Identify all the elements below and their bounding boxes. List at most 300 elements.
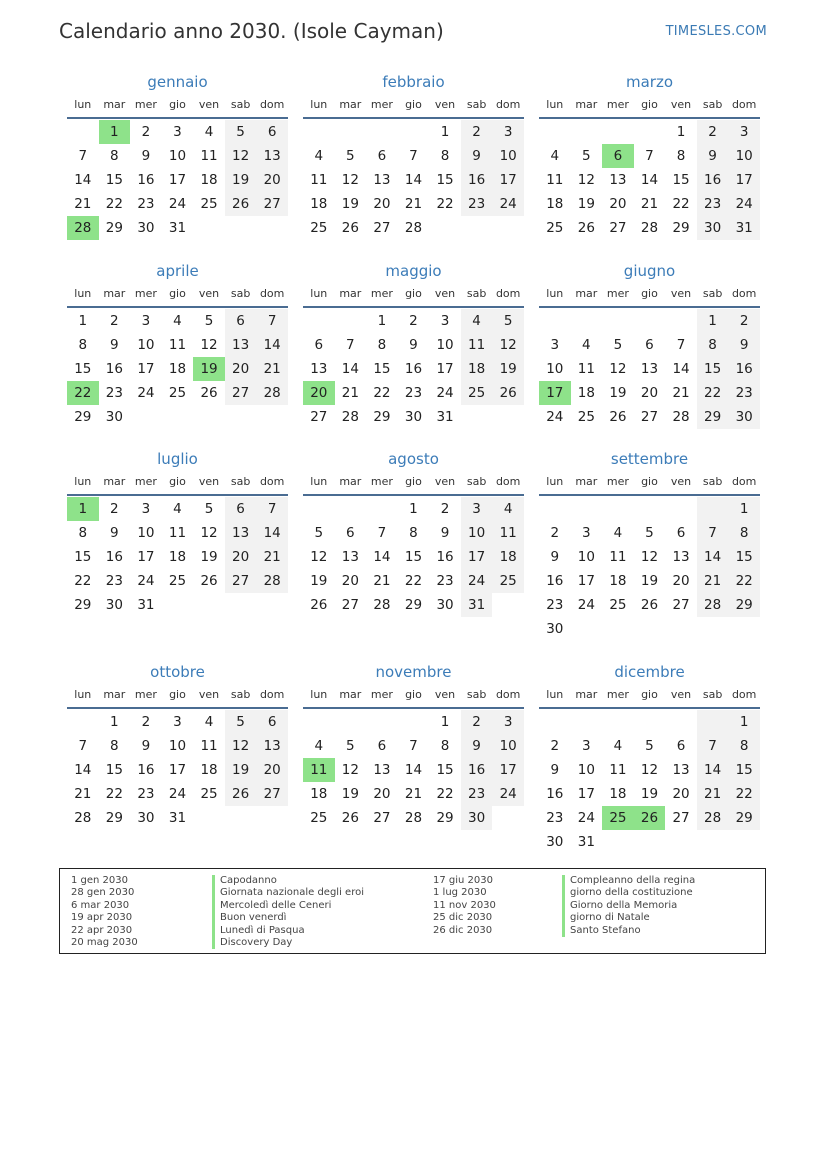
day-grid — [67, 309, 288, 429]
empty-cell — [571, 120, 603, 144]
weekday-label: gio — [641, 688, 658, 701]
weekday-label: ven — [434, 287, 456, 300]
day-cell: 21 — [256, 357, 288, 381]
day-cell: 9 — [550, 762, 560, 778]
day-cell: 26 — [341, 810, 359, 826]
month-name: giugno — [623, 262, 676, 280]
day-cell: 11 — [577, 361, 595, 377]
weekday-label: lun — [310, 287, 328, 300]
day-cell: 11 — [609, 762, 627, 778]
weekday-label: lun — [546, 475, 564, 488]
day-cell: 5 — [613, 337, 623, 353]
brand-link[interactable]: TIMESLES.COM — [665, 24, 767, 39]
weekday-label: lun — [546, 688, 564, 701]
day-cell: 21 — [404, 786, 423, 802]
day-cell: 10 — [137, 525, 155, 541]
weekday-label: sab — [230, 475, 251, 488]
day-cell: 26 — [609, 409, 627, 425]
day-grid — [67, 120, 288, 240]
day-cell: 28 — [404, 810, 423, 826]
weekday-label: mar — [339, 688, 362, 701]
weekday-label: mar — [339, 98, 362, 111]
day-cell: 22 — [105, 196, 123, 212]
day-cell: 20 — [341, 573, 359, 589]
day-cell: 28 — [697, 593, 729, 617]
weekday-header — [67, 284, 288, 308]
weekday-label: ven — [198, 475, 220, 488]
day-cell: 23 — [137, 786, 155, 802]
day-cell: 7 — [697, 734, 729, 758]
day-cell: 15 — [672, 172, 690, 188]
day-cell: 17 — [577, 786, 595, 802]
month-name: novembre — [375, 663, 452, 681]
day-cell: 21 — [256, 545, 288, 569]
day-cell: 29 — [728, 593, 760, 617]
day-cell: 9 — [461, 734, 493, 758]
day-cell: 27 — [225, 381, 257, 405]
day-cell: 23 — [728, 381, 760, 405]
weekday-label: mer — [606, 475, 629, 488]
day-cell: 17 — [461, 545, 493, 569]
day-cell: 14 — [74, 762, 92, 778]
legend-date: 11 nov 2030 — [433, 899, 496, 911]
day-cell: 19 — [341, 196, 359, 212]
day-cell: 14 — [74, 172, 92, 188]
day-cell: 7 — [676, 337, 686, 353]
month-dicembre — [539, 663, 760, 854]
weekday-label: gio — [405, 287, 422, 300]
day-cell: 13 — [373, 762, 391, 778]
day-cell: 12 — [609, 361, 627, 377]
day-cell: 20 — [256, 168, 288, 192]
day-cell: 29 — [74, 409, 92, 425]
empty-cell — [602, 710, 634, 734]
day-cell: 5 — [204, 501, 214, 517]
day-cell: 16 — [137, 762, 155, 778]
empty-cell — [461, 216, 493, 240]
day-cell: 4 — [173, 501, 182, 517]
weekday-label: sab — [230, 98, 251, 111]
day-cell: 16 — [728, 357, 760, 381]
day-cell: 17 — [168, 762, 187, 778]
day-cell: 9 — [141, 148, 151, 164]
month-name: settembre — [610, 450, 689, 468]
day-cell: 3 — [173, 124, 182, 140]
empty-cell — [256, 593, 288, 617]
day-cell: 31 — [436, 409, 454, 425]
empty-cell — [256, 806, 288, 830]
weekday-label: mer — [370, 688, 393, 701]
day-cell: 30 — [546, 621, 564, 637]
day-cell: 14 — [373, 549, 391, 565]
day-cell: 7 — [78, 148, 88, 164]
day-cell: 15 — [74, 361, 92, 377]
day-cell: 13 — [672, 549, 690, 565]
day-cell: 25 — [168, 385, 187, 401]
day-cell: 6 — [256, 120, 288, 144]
day-cell: 13 — [373, 172, 391, 188]
day-cell: 9 — [141, 738, 151, 754]
weekday-label: lun — [74, 475, 92, 488]
weekday-label: sab — [702, 475, 723, 488]
empty-cell — [492, 593, 524, 617]
day-cell: 3 — [492, 120, 524, 144]
empty-cell — [366, 497, 398, 521]
day-cell: 14 — [256, 333, 288, 357]
weekday-label: mar — [339, 475, 362, 488]
weekday-label: mer — [134, 688, 157, 701]
month-maggio — [303, 262, 524, 429]
day-cell: 1 — [78, 313, 88, 329]
day-cell: 23 — [436, 573, 454, 589]
day-cell: 27 — [609, 220, 627, 236]
day-cell: 4 — [314, 738, 324, 754]
day-cell: 16 — [105, 549, 123, 565]
day-cell: 27 — [640, 409, 659, 425]
legend-left-names — [212, 875, 364, 949]
day-cell: 22 — [672, 196, 690, 212]
day-cell: 23 — [404, 385, 423, 401]
day-cell: 4 — [461, 309, 493, 333]
legend-right-dates — [433, 875, 496, 937]
day-cell: 2 — [461, 120, 493, 144]
day-cell: 15 — [404, 549, 423, 565]
day-cell: 31 — [168, 810, 187, 826]
day-cell: 14 — [404, 762, 423, 778]
day-cell: 21 — [672, 385, 690, 401]
day-cell: 26 — [634, 806, 666, 830]
day-cell: 29 — [728, 806, 760, 830]
month-giugno — [539, 262, 760, 429]
day-cell: 8 — [110, 738, 119, 754]
day-cell: 26 — [640, 597, 659, 613]
day-cell: 22 — [436, 196, 454, 212]
empty-cell — [697, 497, 729, 521]
day-cell: 18 — [546, 196, 564, 212]
weekday-label: ven — [670, 688, 692, 701]
day-cell: 11 — [303, 758, 335, 782]
day-cell: 6 — [645, 337, 654, 353]
day-cell: 14 — [256, 521, 288, 545]
weekday-label: mar — [575, 98, 598, 111]
empty-cell — [256, 405, 288, 429]
weekday-label: gio — [405, 475, 422, 488]
empty-cell — [634, 120, 666, 144]
day-cell: 8 — [440, 738, 450, 754]
day-cell: 5 — [346, 738, 355, 754]
legend-date: 19 apr 2030 — [71, 912, 133, 924]
day-cell: 15 — [728, 758, 760, 782]
legend-holiday-name: Mercoledì delle Ceneri — [212, 900, 364, 912]
empty-cell — [634, 710, 666, 734]
day-cell: 22 — [436, 786, 454, 802]
weekday-label: mar — [339, 287, 362, 300]
day-cell: 28 — [67, 216, 99, 240]
weekday-label: dom — [259, 98, 285, 111]
day-cell: 3 — [582, 525, 591, 541]
weekday-label: sab — [466, 98, 487, 111]
day-cell: 18 — [168, 549, 187, 565]
day-cell: 13 — [341, 549, 359, 565]
weekday-label: dom — [731, 475, 757, 488]
day-cell: 5 — [645, 738, 654, 754]
empty-cell — [461, 405, 493, 429]
day-cell: 28 — [341, 409, 359, 425]
day-cell: 27 — [256, 192, 288, 216]
day-cell: 12 — [341, 172, 359, 188]
weekday-label: ven — [670, 287, 692, 300]
weekday-label: mar — [103, 287, 126, 300]
day-grid — [539, 120, 760, 240]
day-cell: 8 — [697, 333, 729, 357]
day-cell: 2 — [110, 501, 119, 517]
weekday-label: gio — [405, 688, 422, 701]
day-cell: 1 — [440, 124, 450, 140]
day-cell: 7 — [697, 521, 729, 545]
weekday-label: lun — [546, 98, 564, 111]
empty-cell — [225, 806, 257, 830]
weekday-header — [67, 95, 288, 119]
day-grid — [539, 710, 760, 854]
day-cell: 21 — [373, 573, 391, 589]
day-cell: 18 — [609, 786, 627, 802]
empty-cell — [366, 710, 398, 734]
day-cell: 22 — [728, 782, 760, 806]
month-febbraio — [303, 73, 524, 240]
day-cell: 4 — [204, 124, 214, 140]
day-cell: 24 — [577, 597, 595, 613]
day-cell: 15 — [74, 549, 92, 565]
day-cell: 27 — [672, 810, 690, 826]
weekday-label: ven — [670, 98, 692, 111]
day-cell: 3 — [141, 501, 151, 517]
weekday-label: ven — [434, 688, 456, 701]
weekday-label: lun — [310, 475, 328, 488]
day-cell: 25 — [200, 196, 218, 212]
day-cell: 25 — [492, 569, 524, 593]
empty-cell — [303, 710, 335, 734]
legend-left-dates — [71, 875, 138, 949]
day-cell: 24 — [492, 782, 524, 806]
day-cell: 4 — [582, 337, 591, 353]
day-cell: 10 — [168, 738, 187, 754]
day-cell: 19 — [310, 573, 328, 589]
day-cell: 15 — [436, 762, 454, 778]
empty-cell — [665, 617, 697, 641]
day-cell: 17 — [577, 573, 595, 589]
day-cell: 5 — [582, 148, 591, 164]
month-aprile — [67, 262, 288, 429]
day-grid — [539, 309, 760, 429]
weekday-label: gio — [169, 287, 186, 300]
empty-cell — [162, 593, 194, 617]
day-cell: 11 — [461, 333, 493, 357]
day-cell: 8 — [78, 337, 88, 353]
empty-cell — [225, 593, 257, 617]
month-name: ottobre — [150, 663, 205, 681]
day-grid — [303, 120, 524, 240]
day-cell: 31 — [137, 597, 155, 613]
empty-cell — [602, 497, 634, 521]
weekday-label: gio — [169, 98, 186, 111]
day-cell: 11 — [310, 172, 328, 188]
day-cell: 7 — [645, 148, 654, 164]
empty-cell — [634, 617, 666, 641]
day-cell: 29 — [105, 220, 123, 236]
month-marzo — [539, 73, 760, 240]
day-cell: 4 — [173, 313, 182, 329]
legend-right-names — [562, 875, 695, 937]
day-cell: 13 — [256, 734, 288, 758]
day-cell: 30 — [105, 597, 123, 613]
day-cell: 25 — [310, 220, 328, 236]
day-cell: 9 — [409, 337, 418, 353]
weekday-label: mar — [103, 688, 126, 701]
day-cell: 28 — [697, 806, 729, 830]
weekday-label: sab — [230, 688, 251, 701]
day-cell: 1 — [409, 501, 418, 517]
day-cell: 16 — [105, 361, 123, 377]
day-cell: 8 — [377, 337, 387, 353]
day-cell: 8 — [728, 734, 760, 758]
day-cell: 12 — [310, 549, 328, 565]
day-cell: 9 — [697, 144, 729, 168]
day-cell: 22 — [728, 569, 760, 593]
day-cell: 14 — [697, 758, 729, 782]
month-name: dicembre — [614, 663, 685, 681]
day-cell: 1 — [377, 313, 387, 329]
day-cell: 9 — [728, 333, 760, 357]
day-cell: 23 — [697, 192, 729, 216]
weekday-label: mer — [606, 98, 629, 111]
empty-cell — [398, 120, 430, 144]
day-cell: 9 — [550, 549, 560, 565]
empty-cell — [67, 710, 99, 734]
day-cell: 7 — [409, 738, 418, 754]
weekday-label: lun — [74, 287, 92, 300]
day-cell: 13 — [310, 361, 328, 377]
day-cell: 28 — [74, 810, 92, 826]
day-cell: 19 — [609, 385, 627, 401]
day-cell: 23 — [461, 192, 493, 216]
empty-cell — [697, 617, 729, 641]
month-name: febbraio — [382, 73, 445, 91]
day-cell: 16 — [436, 549, 454, 565]
weekday-label: dom — [495, 475, 521, 488]
day-cell: 25 — [577, 409, 595, 425]
month-agosto — [303, 450, 524, 617]
day-cell: 22 — [74, 573, 92, 589]
weekday-label: dom — [495, 688, 521, 701]
month-luglio — [67, 450, 288, 617]
day-cell: 2 — [697, 120, 729, 144]
day-cell: 15 — [728, 545, 760, 569]
day-cell: 11 — [200, 738, 218, 754]
weekday-label: mar — [575, 475, 598, 488]
empty-cell — [697, 710, 729, 734]
legend-date: 28 gen 2030 — [71, 887, 135, 899]
day-cell: 3 — [550, 337, 560, 353]
empty-cell — [539, 120, 571, 144]
day-cell: 12 — [640, 549, 659, 565]
day-cell: 14 — [672, 361, 690, 377]
weekday-label: ven — [434, 475, 456, 488]
empty-cell — [366, 120, 398, 144]
day-cell: 3 — [141, 313, 151, 329]
day-cell: 12 — [640, 762, 659, 778]
day-cell: 7 — [377, 525, 387, 541]
day-cell: 5 — [346, 148, 355, 164]
day-cell: 3 — [440, 313, 450, 329]
day-cell: 26 — [225, 782, 257, 806]
day-cell: 23 — [105, 573, 123, 589]
day-cell: 15 — [697, 357, 729, 381]
day-cell: 20 — [609, 196, 627, 212]
empty-cell — [602, 617, 634, 641]
weekday-header — [303, 284, 524, 308]
day-cell: 22 — [105, 786, 123, 802]
day-cell: 17 — [539, 381, 571, 405]
legend-holiday-name: Buon venerdì — [212, 912, 364, 924]
day-cell: 13 — [225, 521, 257, 545]
day-cell: 21 — [74, 786, 92, 802]
day-cell: 28 — [404, 220, 423, 236]
month-name: marzo — [625, 73, 674, 91]
weekday-header — [303, 472, 524, 496]
day-cell: 24 — [436, 385, 454, 401]
day-cell: 6 — [676, 525, 686, 541]
empty-cell — [335, 120, 367, 144]
weekday-label: mer — [370, 287, 393, 300]
day-cell: 4 — [492, 497, 524, 521]
day-cell: 14 — [697, 545, 729, 569]
day-cell: 18 — [577, 385, 595, 401]
weekday-label: sab — [466, 475, 487, 488]
legend-date: 26 dic 2030 — [433, 924, 493, 936]
day-cell: 27 — [225, 569, 257, 593]
day-cell: 28 — [256, 381, 288, 405]
day-cell: 27 — [373, 220, 391, 236]
legend-date: 20 mag 2030 — [71, 936, 138, 948]
empty-cell — [193, 405, 225, 429]
day-cell: 10 — [137, 337, 155, 353]
month-novembre — [303, 663, 524, 830]
day-cell: 17 — [436, 361, 454, 377]
day-cell: 4 — [204, 714, 214, 730]
empty-cell — [492, 216, 524, 240]
weekday-label: dom — [495, 98, 521, 111]
weekday-label: gio — [641, 475, 658, 488]
day-cell: 13 — [672, 762, 690, 778]
day-cell: 12 — [225, 734, 257, 758]
day-cell: 2 — [409, 313, 418, 329]
day-cell: 19 — [341, 786, 359, 802]
day-cell: 2 — [440, 501, 450, 517]
day-cell: 30 — [546, 834, 564, 850]
day-cell: 17 — [492, 758, 524, 782]
day-cell: 10 — [492, 144, 524, 168]
month-name: maggio — [385, 262, 442, 280]
day-cell: 7 — [409, 148, 418, 164]
weekday-label: mar — [575, 688, 598, 701]
day-cell: 9 — [440, 525, 450, 541]
day-cell: 26 — [492, 381, 524, 405]
day-cell: 10 — [546, 361, 564, 377]
holiday-legend — [59, 868, 766, 954]
day-cell: 25 — [546, 220, 564, 236]
day-cell: 28 — [256, 569, 288, 593]
weekday-label: dom — [731, 98, 757, 111]
